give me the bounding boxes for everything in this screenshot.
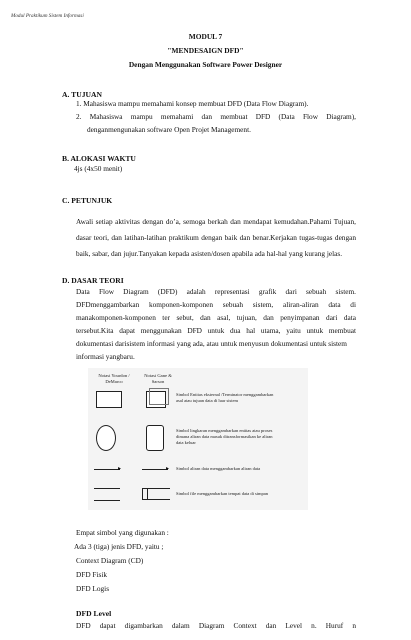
- gane-sarson-label: [140, 373, 176, 385]
- yourdon-label-line-1: Notasi Yourdon /: [98, 373, 130, 378]
- terminator-description-line-1: Simbol Entitas eksternal /Terminator menggambarkan: [176, 392, 274, 397]
- process-description-line-3: data keluar: [176, 440, 196, 445]
- dfd-level-heading: DFD Level: [76, 609, 112, 618]
- module-subtitle: Dengan Menggunakan Software Power Designer: [128, 60, 283, 69]
- process-rounded-rect-icon: [146, 425, 164, 451]
- dfd-level-line-1: DFD dapat digambarkan dalam Diagram Context dan Level n. Huruf n: [76, 621, 356, 630]
- terminator-description: [176, 392, 304, 404]
- data-store-bottom-line-icon: [94, 500, 120, 501]
- context-diagram-line: Context Diagram (CD): [76, 556, 144, 565]
- module-number: MODUL 7: [188, 32, 223, 41]
- alokasi-value: 4js (4x50 menit): [74, 164, 123, 173]
- terminator-description-line-2: asal atau tujuan data di luar sistem: [176, 398, 238, 403]
- process-description-line-1: Simbol lingkaran menggambarkan entitas atau proses: [176, 428, 273, 433]
- running-header: Modul Praktikum Sistem Informasi: [11, 13, 84, 19]
- tujuan-item-2: 2. Mahasiswa mampu memahami dan membuat DFD (Data Flow Diagram),: [76, 112, 356, 121]
- section-heading-alokasi: B. ALOKASI WAKTU: [62, 154, 136, 163]
- dasar-teori-line-5: dokumentasi darisistem informasi yang ada, atau untuk menyusun dokumentasi untuk sistem: [76, 339, 347, 348]
- yourdon-label: [94, 373, 134, 385]
- terminator-shadow-icon: [149, 388, 169, 405]
- dfd-logis-line: DFD Logis: [76, 584, 110, 593]
- petunjuk-line-3: baik, sabar, dan jujur.Tanyakan kepada asisten/dosen apabila ada hal-hal yang kurang jelas.: [76, 249, 343, 258]
- tujuan-item-2-cont: denganmengunakan software Open Projet Management.: [87, 125, 251, 134]
- terminator-square-icon: [96, 391, 122, 408]
- data-store-divider-icon: [147, 488, 148, 500]
- dasar-teori-line-3: manakomponen-komponen ter sebut, dan asal, tujuan, dan penyimpanan dari data: [76, 313, 356, 322]
- module-title: "MENDESAIGN DFD": [167, 46, 244, 55]
- tujuan-item-1: 1. Mahasiswa mampu memahami konsep membuat DFD (Data Flow Diagram).: [76, 99, 309, 108]
- data-store-description: Simbol file menggambarkan tempat data di simpan: [176, 491, 268, 496]
- petunjuk-line-2: dasar teori, dan latihan-latihan praktikum dengan baik dan benar.Kerjakan tugas-tugas dengan: [76, 233, 356, 242]
- data-store-top-line-icon: [94, 488, 120, 489]
- dasar-teori-line-2: DFDmenggambarkan komponen-komponen sebuah sistem, aliran-aliran data di: [76, 300, 356, 309]
- process-description: [176, 428, 304, 446]
- dasar-teori-line-1: Data Flow Diagram (DFD) adalah representasi grafik dari sebuah sistem.: [76, 287, 356, 296]
- gane-sarson-label-line-1: Notasi Gane &: [144, 373, 172, 378]
- process-circle-icon: [96, 425, 116, 451]
- section-heading-tujuan: A. TUJUAN: [62, 90, 102, 99]
- data-flow-description: Simbol aliran data menggambarkan aliran data: [176, 466, 261, 471]
- section-heading-dasar-teori: D. DASAR TEORI: [62, 276, 124, 285]
- dfd-notation-figure: [88, 368, 308, 510]
- dasar-teori-line-4: tersebut.Kita dapat menggunakan DFD untuk dua hal utama, yaitu untuk membuat: [76, 326, 356, 335]
- petunjuk-line-1: Awali setiap aktivitas dengan do’a, semoga berkah dan mendapat kemudahan.Pahami Tujuan,: [76, 217, 356, 226]
- jenis-dfd-line: Ada 3 (tiga) jenis DFD, yaitu ;: [74, 542, 164, 551]
- gane-sarson-label-line-2: Sarson: [151, 379, 165, 384]
- data-flow-arrowhead-icon: ▸: [118, 466, 122, 472]
- dfd-fisik-line: DFD Fisik: [76, 570, 108, 579]
- process-description-line-2: dimana aliran data masuk ditransformasikan ke aliran: [176, 434, 273, 439]
- dasar-teori-line-6: informasi yangbaru.: [76, 352, 135, 361]
- data-flow-arrowhead-2-icon: ▸: [166, 466, 170, 472]
- yourdon-label-line-2: DeMarco: [105, 379, 123, 384]
- data-flow-arrow-icon: [94, 469, 120, 470]
- empat-simbol-line: Empat simbol yang digunakan :: [76, 528, 169, 537]
- data-flow-arrow-2-icon: [142, 469, 168, 470]
- section-heading-petunjuk: C. PETUNJUK: [62, 196, 113, 205]
